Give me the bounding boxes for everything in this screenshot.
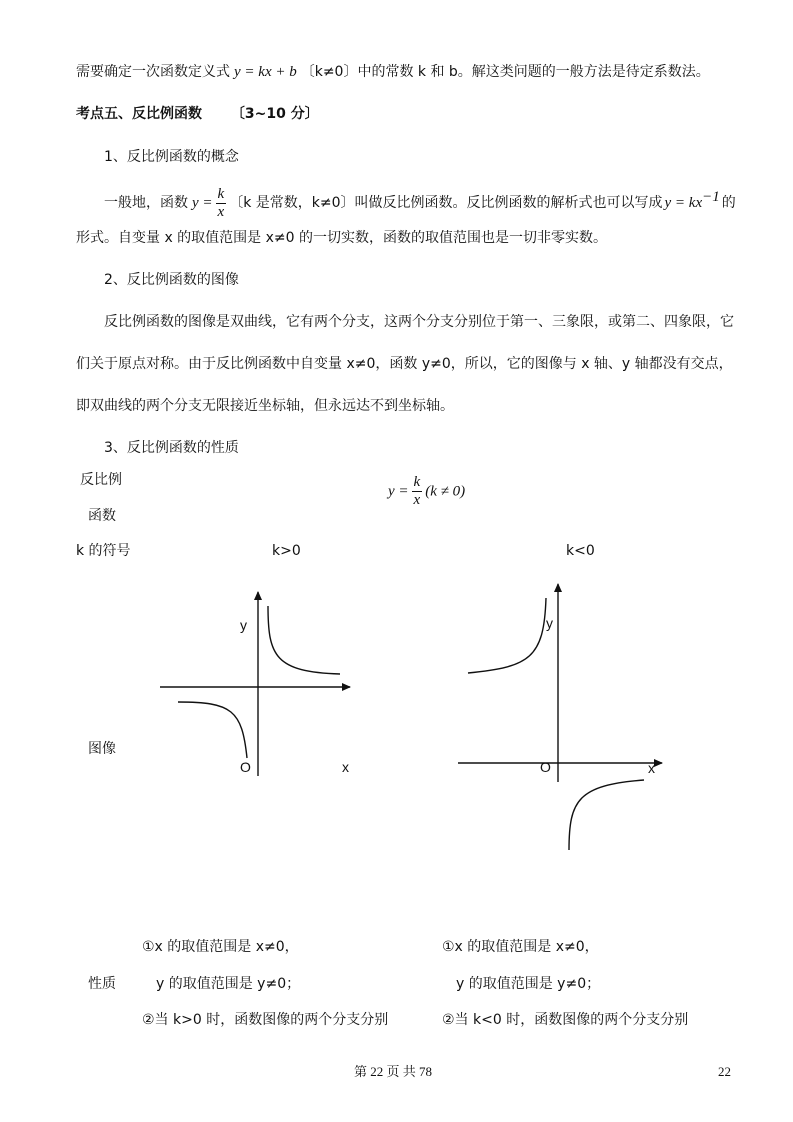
pos-prop-1: ①x 的取值范围是 x≠0， — [142, 939, 299, 955]
properties-heading: 3、反比例函数的性质 — [104, 440, 239, 456]
neg-prop-1: ①x 的取值范围是 x≠0， — [442, 939, 599, 955]
page-number: 22 — [718, 1064, 731, 1079]
graph-k-negative — [450, 570, 670, 860]
concept-frac-num: k — [217, 185, 225, 202]
k-negative-header: k<0 — [566, 543, 595, 559]
concept-pre: 一般地，函数 — [104, 195, 188, 211]
graph-paragraph-line3: 即双曲线的两个分支无限接近坐标轴，但永远达不到坐标轴。 — [76, 398, 454, 414]
properties-header-formula — [388, 474, 465, 509]
concept-post: 的 — [721, 195, 736, 211]
branch-first-quadrant — [268, 606, 340, 674]
graph-heading: 2、反比例函数的图像 — [104, 272, 239, 288]
header-condition: (k ≠ 0) — [425, 483, 466, 500]
header-y-eq: y = — [388, 483, 409, 500]
section-title-text: 考点五、反比例函数 — [76, 106, 202, 122]
origin-label: O — [540, 759, 551, 775]
branch-third-quadrant — [178, 702, 247, 758]
concept-paragraph-line2: 形式。自变量 x 的取值范围是 x≠0 的一切实数，函数的取值范围也是一切非零实数。 — [76, 230, 608, 246]
neg-prop-3: ②当 k<0 时，函数图像的两个分支分别 — [442, 1012, 689, 1028]
concept-mid: 〔k 是常数，k≠0〕叫做反比例函数。反比例函数的解析式也可以写成 — [229, 195, 663, 211]
concept-alt-exponent: −1 — [702, 189, 720, 205]
concept-fraction — [216, 186, 227, 221]
intro-post: 〔k≠0〕中的常数 k 和 b。解这类问题的一般方法是待定系数法。 — [300, 64, 710, 80]
graph-k-positive — [150, 586, 370, 786]
graph-paragraph-line1: 反比例函数的图像是双曲线，它有两个分支，这两个分支分别位于第一、三象限，或第二、四象限，它 — [104, 314, 734, 330]
x-axis-label: x — [648, 760, 655, 776]
label-graph: 图像 — [88, 741, 116, 757]
neg-prop-2: y 的取值范围是 y≠0； — [456, 976, 601, 992]
section-title — [76, 104, 319, 124]
concept-paragraph-line1 — [104, 180, 736, 221]
header-fraction — [412, 474, 423, 509]
concept-y-eq: y = — [192, 195, 213, 211]
label-function-2: 函数 — [88, 508, 116, 524]
graph-paragraph-line2: 们关于原点对称。由于反比例函数中自变量 x≠0，函数 y≠0，所以，它的图像与 x 轴、y 轴都没有交点， — [76, 356, 733, 372]
section-score: 〔3~10 分〕 — [230, 106, 319, 122]
pos-prop-2: y 的取值范围是 y≠0； — [156, 976, 301, 992]
y-axis-label: y — [240, 617, 247, 633]
linear-formula: y = kx + b — [234, 64, 297, 80]
label-function-1: 反比例 — [80, 472, 122, 488]
origin-label: O — [240, 759, 251, 775]
concept-frac-den: x — [217, 203, 225, 220]
branch-fourth-quadrant — [569, 780, 644, 850]
k-positive-header: k>0 — [272, 543, 301, 559]
y-axis-label: y — [546, 615, 553, 631]
x-axis-label: x — [342, 759, 349, 775]
intro-pre: 需要确定一次函数定义式 — [76, 64, 230, 80]
label-k-sign: k 的符号 — [76, 543, 131, 559]
page-footer-info: 第 22 页 共 78 — [354, 1064, 433, 1079]
pos-prop-3: ②当 k>0 时，函数图像的两个分支分别 — [142, 1012, 389, 1028]
label-props: 性质 — [88, 976, 116, 992]
header-frac-num: k — [413, 474, 421, 490]
concept-alt-formula: y = kx — [664, 195, 703, 211]
header-frac-den: x — [413, 492, 421, 508]
concept-heading: 1、反比例函数的概念 — [104, 149, 239, 165]
branch-second-quadrant — [468, 598, 546, 673]
intro-line — [76, 62, 710, 82]
